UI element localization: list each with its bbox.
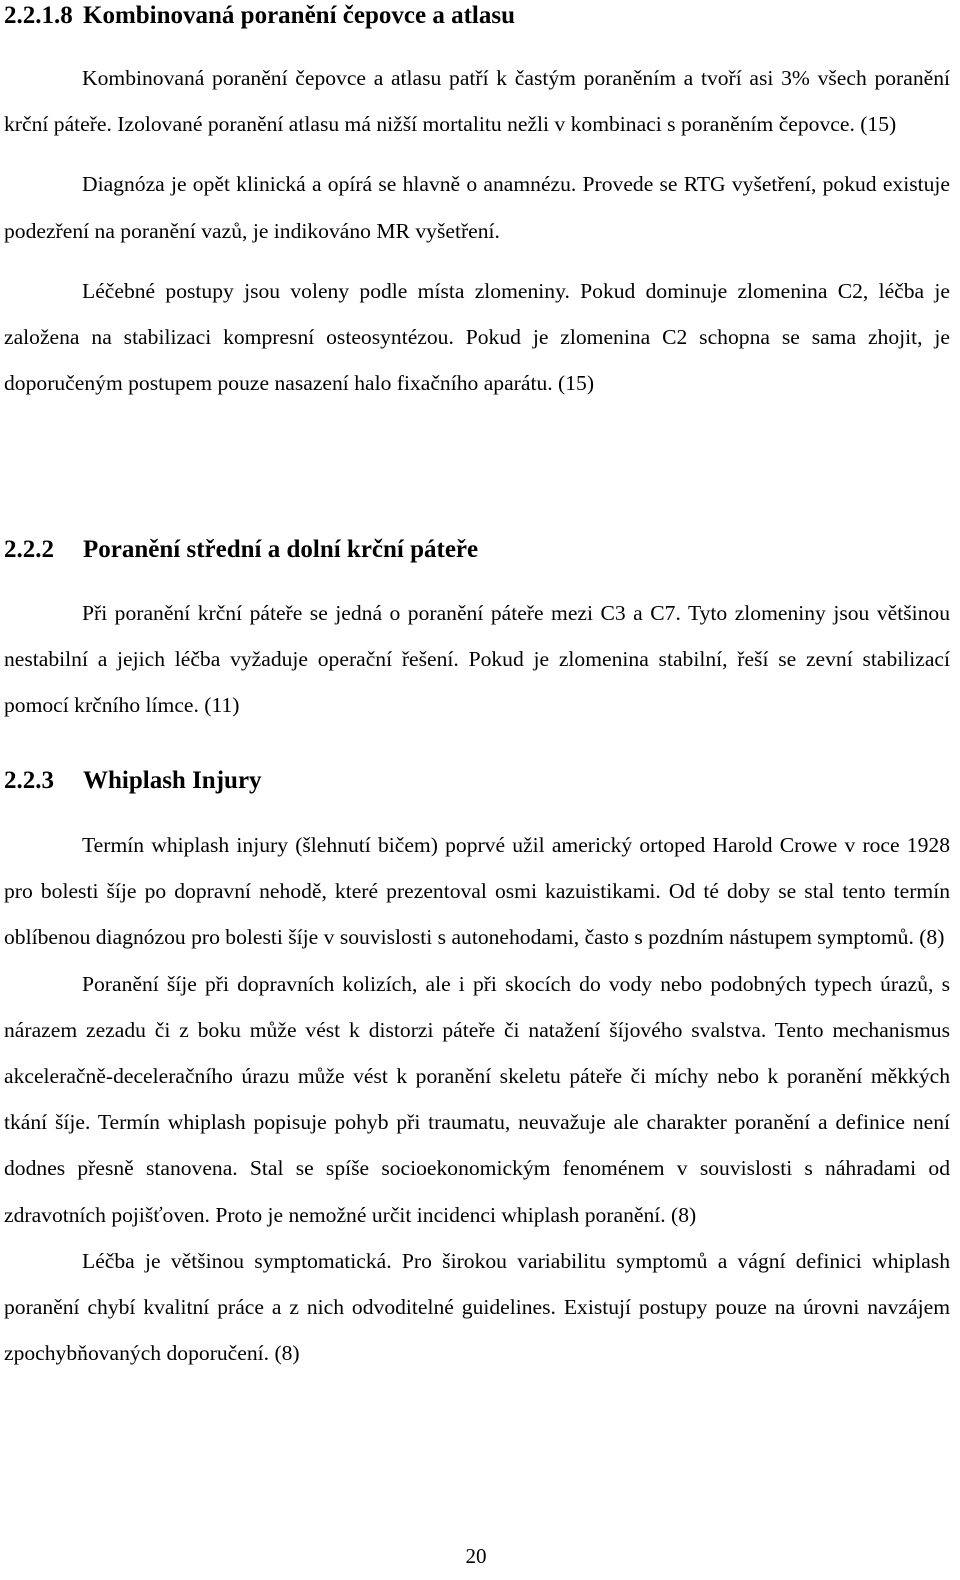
section-title: Kombinovaná poranění čepovce a atlasu — [83, 2, 515, 29]
section-heading-222 — [4, 535, 478, 565]
paragraph: Léčebné postupy jsou voleny podle místa zlomeniny. Pokud dominuje zlomenina C2, léčba je založena na stabilizaci kompresní osteosyntézou. Pokud je zlomenina C2 schopna se sama zhojit, je doporučeným postupem pouze nasazení halo fixačního aparátu. (15) — [4, 278, 950, 396]
page-number: 20 — [465, 1544, 487, 1568]
section-number: 2.2.3 — [4, 767, 54, 794]
section-title: Poranění střední a dolní krční páteře — [83, 536, 479, 563]
section-number: 2.2.1.8 — [4, 2, 73, 29]
paragraph: Poranění šíje při dopravních kolizích, ale i při skocích do vody nebo podobných typech úrazů, s nárazem zezadu či z boku může vést k distorzi páteře či natažení šíjového svalstva. Tento mechanismus akceleračně-deceleračního úrazu může vést k poranění skeletu páteře či míchy nebo k poranění měkkých tkání šíje. Termín whiplash popisuje pohyb při traumatu, neuvažuje ale charakter poranění a definice není dodnes přesně stanovena. Stal se spíše socioekonomickým fenoménem v souvislosti s náhradami od zdravotních pojišťoven. Proto je nemožné určit incidenci whiplash poranění. (8) — [4, 971, 950, 1227]
paragraph: Při poranění krční páteře se jedná o poranění páteře mezi C3 a C7. Tyto zlomeniny jsou většinou nestabilní a jejich léčba vyžaduje operační řešení. Pokud je zlomenina stabilní, řeší se zevní stabilizací pomocí krčního límce. (11) — [4, 601, 950, 718]
paragraph: Léčba je většinou symptomatická. Pro širokou variabilitu symptomů a vágní definici whiplash poranění chybí kvalitní práce a z nich odvoditelné guidelines. Existují postupy pouze na úrovni navzájem zpochybňovaných doporučení. (8) — [4, 1248, 950, 1366]
section-body-2218 — [4, 55, 950, 406]
section-number: 2.2.2 — [4, 536, 54, 563]
section-body-222 — [4, 590, 950, 729]
section-heading-2218 — [4, 1, 515, 31]
paragraph: Termín whiplash injury (šlehnutí bičem) poprvé užil americký ortoped Harold Crowe v roce 1928 pro bolesti šíje po dopravní nehodě, které prezentoval osmi kazuistikami. Od té doby se stal tento termín oblíbenou diagnózou pro bolesti šíje v souvislosti s autonehodami, často s pozdním nástupem symptomů. (8) — [4, 833, 950, 950]
paragraph: Kombinovaná poranění čepovce a atlasu patří k častým poraněním a tvoří asi 3% všech poranění krční páteře. Izolované poranění atlasu má nižší mortalitu nežli v kombinaci s poraněním čepovce. (15) — [4, 66, 950, 137]
section-title: Whiplash Injury — [83, 767, 262, 794]
section-body-223 — [4, 822, 950, 1376]
section-heading-223 — [4, 766, 262, 796]
paragraph: Diagnóza je opět klinická a opírá se hlavně o anamnézu. Provede se RTG vyšetření, pokud existuje podezření na poranění vazů, je indikováno MR vyšetření. — [4, 172, 950, 243]
